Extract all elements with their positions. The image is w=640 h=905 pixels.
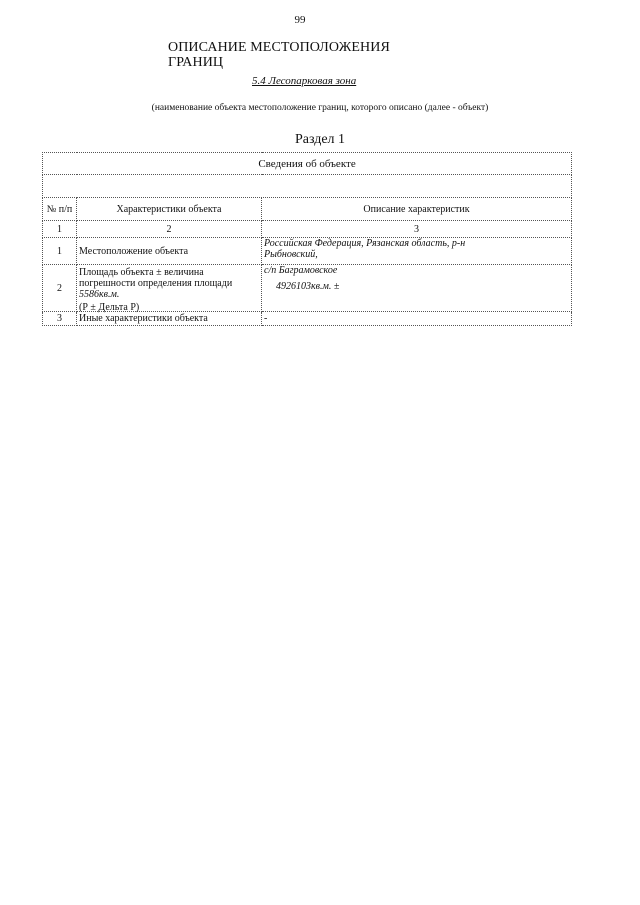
column-number-1: 1 bbox=[43, 221, 77, 238]
column-header-description: Описание характеристик bbox=[262, 198, 572, 221]
row-value-line-1: Российская Федерация, Рязанская область, р-н bbox=[264, 238, 466, 249]
table-empty-row bbox=[43, 175, 572, 198]
row-characteristic-line-3: (Р ± Дельта Р) bbox=[79, 302, 140, 313]
row-value-line-2: 4926103кв.м. ± bbox=[276, 281, 340, 292]
table-header-row bbox=[43, 153, 572, 175]
table-row bbox=[43, 238, 572, 265]
document-title-line-1: ОПИСАНИЕ МЕСТОПОЛОЖЕНИЯ bbox=[168, 40, 390, 55]
row-value bbox=[262, 265, 572, 312]
row-characteristic bbox=[77, 265, 262, 312]
column-header-characteristic: Характеристики объекта bbox=[77, 198, 262, 221]
column-number-3: 3 bbox=[262, 221, 572, 238]
object-name: 5.4 Лесопарковая зона bbox=[252, 75, 357, 87]
object-caption: (наименование объекта местоположение границ, которого описано (далее - объект) bbox=[151, 103, 489, 113]
page-number: 99 bbox=[294, 14, 306, 26]
table-empty-cell bbox=[43, 175, 572, 198]
document-title-line-2: ГРАНИЦ bbox=[168, 55, 224, 70]
row-number: 2 bbox=[43, 265, 77, 312]
row-characteristic: Иные характеристики объекта bbox=[77, 312, 262, 326]
section-title: Раздел 1 bbox=[294, 132, 346, 147]
table-row bbox=[43, 312, 572, 326]
object-info-table bbox=[42, 152, 572, 326]
column-number-2: 2 bbox=[77, 221, 262, 238]
column-header-num: № п/п bbox=[43, 198, 77, 221]
row-value: - bbox=[262, 312, 572, 326]
row-characteristic-line-1: Площадь объекта ± величина bbox=[79, 267, 204, 278]
row-overflow-value: 5586кв.м. bbox=[79, 289, 120, 300]
table-column-numbers bbox=[43, 221, 572, 238]
table-header: Сведения об объекте bbox=[43, 153, 572, 175]
row-value-line-2: Рыбновский, bbox=[264, 249, 318, 260]
row-number: 3 bbox=[43, 312, 77, 326]
row-value bbox=[262, 238, 572, 265]
table-row bbox=[43, 265, 572, 312]
row-characteristic: Местоположение объекта bbox=[77, 238, 262, 265]
document-title bbox=[168, 40, 428, 70]
table-column-headers bbox=[43, 198, 572, 221]
row-number: 1 bbox=[43, 238, 77, 265]
row-value-line-1: с/п Баграмовское bbox=[264, 265, 338, 276]
row-characteristic-line-2: погрешности определения площади bbox=[79, 278, 233, 289]
